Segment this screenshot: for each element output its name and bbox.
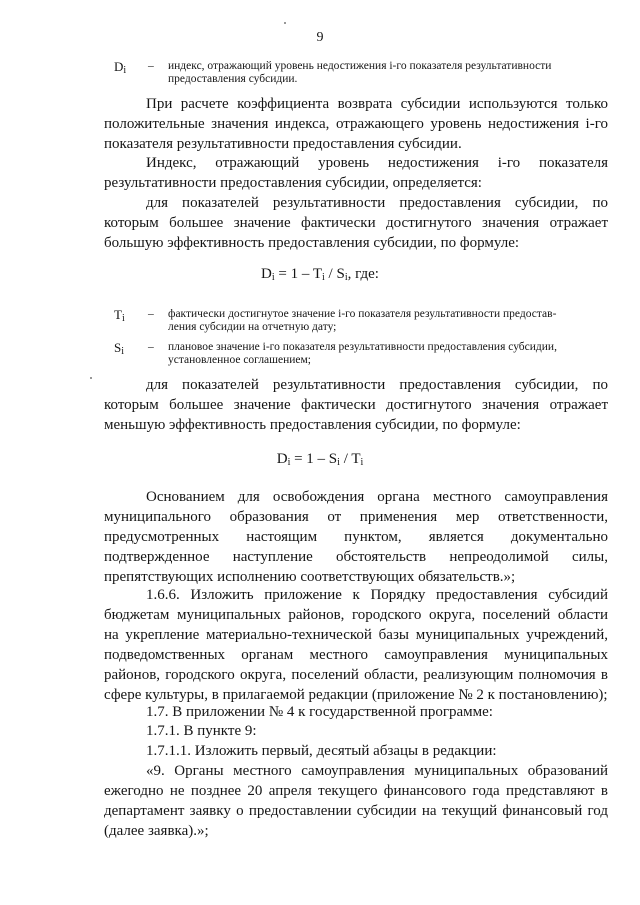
paragraph: Индекс, отражающий уровень недостижения i-го показателя результативности предоставления субсидии, определяется: [104,155,608,191]
symbol-si: $S_i$ [114,340,125,357]
paragraph: При расчете коэффициента возврата субсидии используются только положительные значения индекса, отражающего уровень недостижения i-го показателя результативности предоставления субсидии. [104,96,608,152]
symbol-di: $D_i$ [114,59,127,76]
paragraph: «9. Органы местного самоуправления муниципальных образований ежегодно не позднее 20 апреля текущего финансового года представляют в департамент заявку о предоставлении субсидии на текущий финансовый год (далее заявка).»; [104,763,608,839]
scan-speck [90,377,92,379]
definition-text: индекс, отражающий уровень недостижения i-го показателя результативности предоставления субсидии. [168,60,552,85]
paragraph: 1.7. В приложении № 4 к государственной программе: [146,704,493,720]
paragraph: 1.7.1. В пункте 9: [146,723,257,739]
definition-text: фактически достигнутое значение i-го показателя результативности предостав- ления субсидии на отчетную дату; [168,308,557,333]
symbol-ti: $T_i$ [114,307,125,324]
paragraph: для показателей результативности предоставления субсидии, по которым большее значение фактически достигнутого значения отражает меньшую эффективность предоставления субсидии, по формуле: [104,377,608,433]
formula-one: $D_i = 1 - T_i / S_i$, где: [261,266,379,283]
paragraph: 1.6.6. Изложить приложение к Порядку предоставления субсидий бюджетам муниципальных районов, городского округа, поселений области на укрепление материально-технической базы муниципальных учреждений, подведомственных органам местного самоуправления муниципальных районов, городского округа, поселений области, реализующим полномочия в сфере культуры, в прилагаемой редакции (приложение № 2 к постановлению); [104,587,608,703]
paragraph: 1.7.1.1. Изложить первый, десятый абзацы в редакции: [146,743,497,759]
page-number: 9 [316,30,324,45]
definition-si: $S_i$ – плановое значение i-го показателя результативности предоставления субсидии, установленное соглашением; [114,341,608,369]
definition-ti: $T_i$ – фактически достигнутое значение i-го показателя результативности предостав- ления субсидии на отчетную дату; [114,308,608,336]
definition-di: $D_i$ – индекс, отражающий уровень недостижения i-го показателя результативности предоставления субсидии. [114,60,608,88]
definition-text: плановое значение i-го показателя результативности предоставления субсидии, установленное соглашением; [168,341,557,366]
paragraph: для показателей результативности предоставления субсидии, по которым большее значение фактически достигнутого значения отражает большую эффективность предоставления субсидии, по формуле: [104,195,608,251]
scan-speck [284,22,286,24]
paragraph: Основанием для освобождения органа местного самоуправления муниципального образования от применения мер ответственности, предусмотренных настоящим пунктом, является документально подтвержденное наступление обстоятельств непреодолимой силы, препятствующих исполнению соответствующих обязательств.»; [104,489,608,585]
formula-two: $D_i = 1 - S_i / T_i$ [276,451,364,468]
